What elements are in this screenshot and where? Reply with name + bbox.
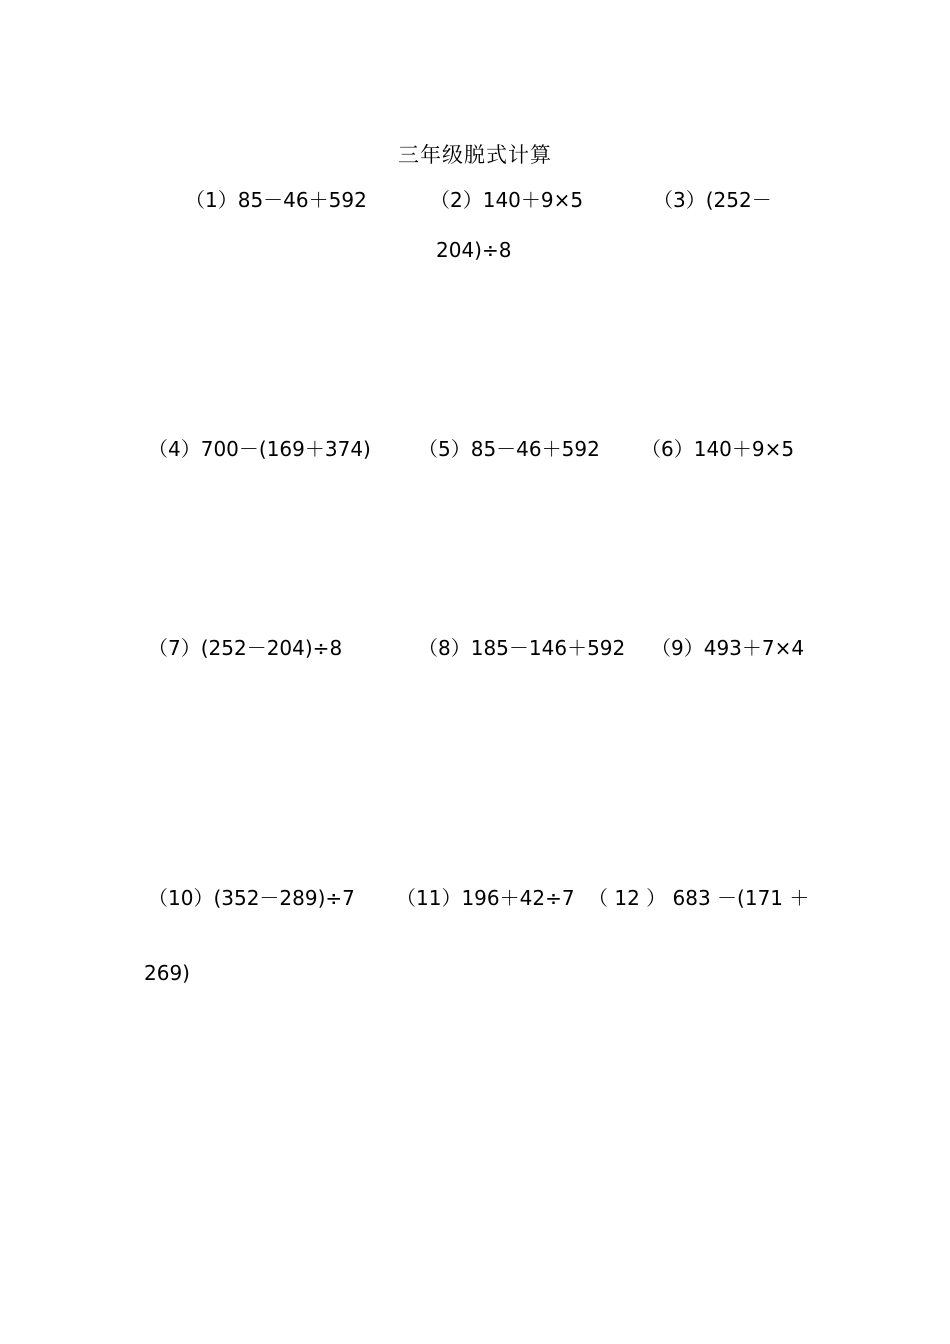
problem-expression: 683 －(171 ＋: [666, 886, 810, 910]
problem-12-continuation: 269): [144, 961, 190, 985]
problem-expression: 140＋9×5: [482, 188, 584, 212]
problem-4: [148, 437, 371, 461]
problem-label: （9）: [651, 636, 704, 660]
problem-label: （11）: [396, 886, 462, 910]
problem-3-continuation: 204)÷8: [436, 238, 512, 262]
problem-8: [418, 636, 625, 660]
problem-label: （4）: [148, 437, 201, 461]
problem-expression: 196＋42÷7: [461, 886, 575, 910]
problem-expression: (352－289)÷7: [213, 886, 355, 910]
problem-3: [653, 188, 772, 212]
problem-expression: 85－46＋592: [237, 188, 367, 212]
problem-10: [148, 886, 355, 910]
problem-1: [185, 188, 367, 212]
problem-label: （10）: [148, 886, 214, 910]
problem-expression: 493＋7×4: [703, 636, 805, 660]
problem-label: （ 12 ）: [588, 886, 667, 910]
problem-12: [588, 886, 809, 910]
problem-label: （7）: [148, 636, 201, 660]
problem-expression: 185－146＋592: [470, 636, 626, 660]
problem-expression: 700－(169＋374): [200, 437, 371, 461]
problem-7: [148, 636, 342, 660]
problem-expression: (252－: [705, 188, 772, 212]
problem-9: [651, 636, 804, 660]
problem-11: [396, 886, 575, 910]
problem-label: （2）: [430, 188, 483, 212]
problem-expression: 85－46＋592: [470, 437, 600, 461]
problem-2: [430, 188, 583, 212]
problem-label: （3）: [653, 188, 706, 212]
problem-label: （6）: [641, 437, 694, 461]
problem-6: [641, 437, 794, 461]
problem-label: （1）: [185, 188, 238, 212]
problem-5: [418, 437, 600, 461]
problem-label: （8）: [418, 636, 471, 660]
problem-expression: 140＋9×5: [693, 437, 795, 461]
page-title: 三年级脱式计算: [398, 143, 552, 167]
problem-expression: (252－204)÷8: [200, 636, 343, 660]
problem-label: （5）: [418, 437, 471, 461]
